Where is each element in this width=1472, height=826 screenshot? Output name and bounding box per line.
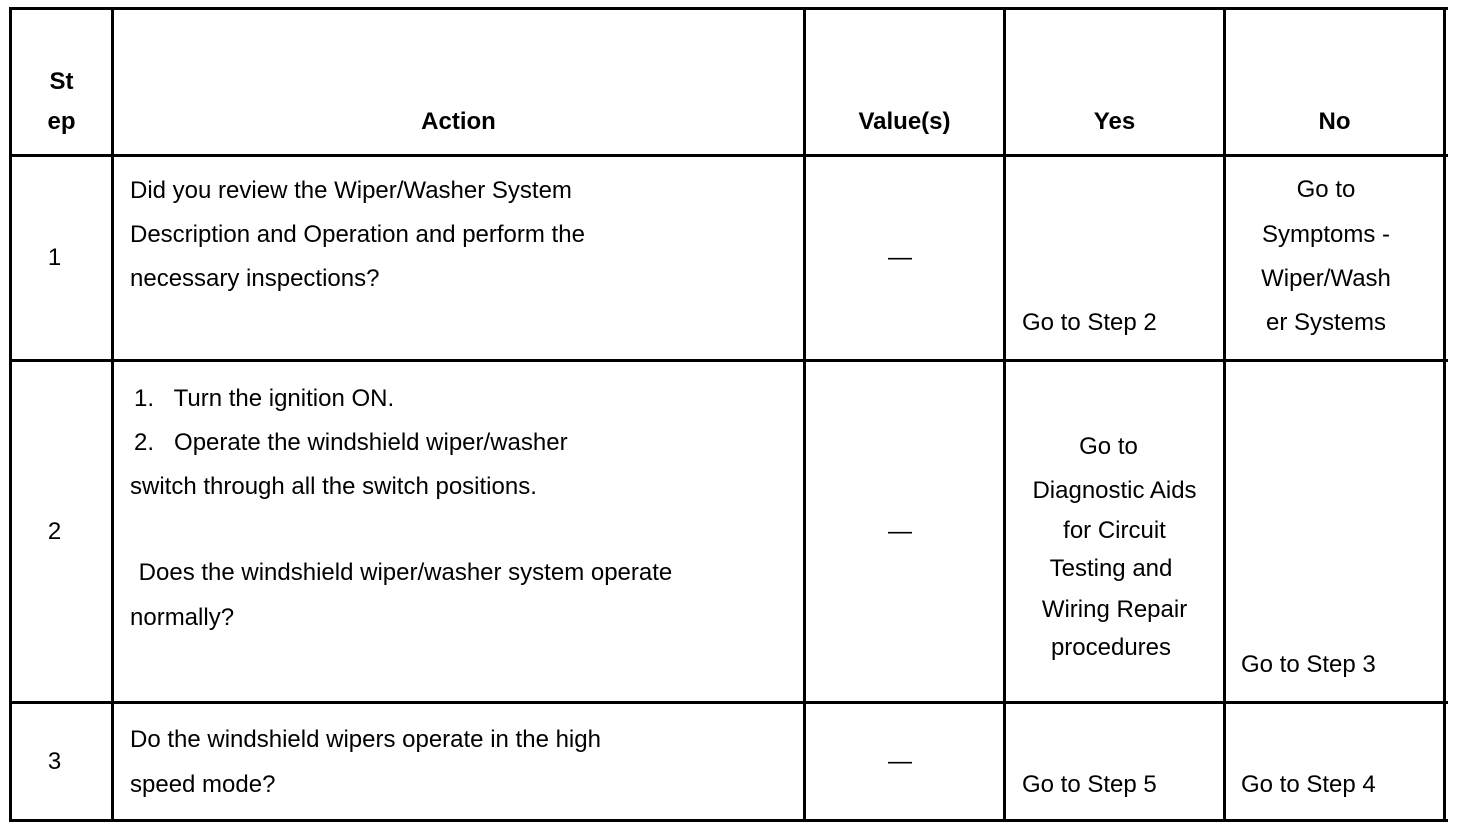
row-divider-2 xyxy=(9,701,1448,704)
header-step-line1: St xyxy=(49,68,74,95)
row1-yes: Go to Step 2 xyxy=(1022,309,1157,336)
row1-action-line3: necessary inspections? xyxy=(130,265,380,292)
header-no: No xyxy=(1318,108,1351,135)
row3-yes: Go to Step 5 xyxy=(1022,771,1157,798)
header-step-line2: ep xyxy=(47,108,76,135)
row2-yes-line1: Go to xyxy=(1079,433,1138,460)
row3-action-line1: Do the windshield wipers operate in the high xyxy=(130,726,601,753)
row3-action-line2: speed mode? xyxy=(130,771,276,798)
row2-yes-line6: procedures xyxy=(1050,634,1172,661)
row2-action-line4: Does the windshield wiper/washer system operate xyxy=(132,559,673,586)
table-border-right xyxy=(1443,7,1446,822)
row2-yes-line5: Wiring Repair xyxy=(1041,596,1188,623)
row2-value: — xyxy=(888,518,912,545)
row2-yes-line2: Diagnostic Aids xyxy=(1032,477,1197,504)
row2-yes-line4: Testing and xyxy=(1049,555,1173,582)
header-values: Value(s) xyxy=(858,108,951,135)
row-divider-1 xyxy=(9,359,1448,362)
row2-action-line5: normally? xyxy=(130,604,235,631)
row1-step: 1 xyxy=(47,244,62,271)
row1-no-line1: Go to xyxy=(1296,176,1356,203)
row1-no-line2: Symptoms - xyxy=(1261,221,1390,248)
table-border-top xyxy=(9,7,1448,10)
row2-step: 2 xyxy=(47,518,62,545)
row2-action-line1: 1. Turn the ignition ON. xyxy=(134,385,395,412)
header-divider xyxy=(9,154,1448,157)
row1-action-line2: Description and Operation and perform the xyxy=(130,221,585,248)
row1-no-line3: Wiper/Wash xyxy=(1261,265,1391,292)
row2-yes-line3: for Circuit xyxy=(1063,517,1166,544)
row1-no-line4: er Systems xyxy=(1265,309,1387,336)
row2-no: Go to Step 3 xyxy=(1241,651,1376,678)
row3-step: 3 xyxy=(47,748,62,775)
header-action: Action xyxy=(421,108,496,135)
row3-no: Go to Step 4 xyxy=(1241,771,1376,798)
row2-action-line2: 2. Operate the windshield wiper/washer xyxy=(134,429,568,456)
row3-value: — xyxy=(888,748,912,775)
row2-action-line3: switch through all the switch positions. xyxy=(130,473,537,500)
row1-value: — xyxy=(888,244,912,271)
header-yes: Yes xyxy=(1093,108,1136,135)
row1-action-line1: Did you review the Wiper/Washer System xyxy=(130,177,572,204)
table-border-bottom xyxy=(9,819,1448,822)
